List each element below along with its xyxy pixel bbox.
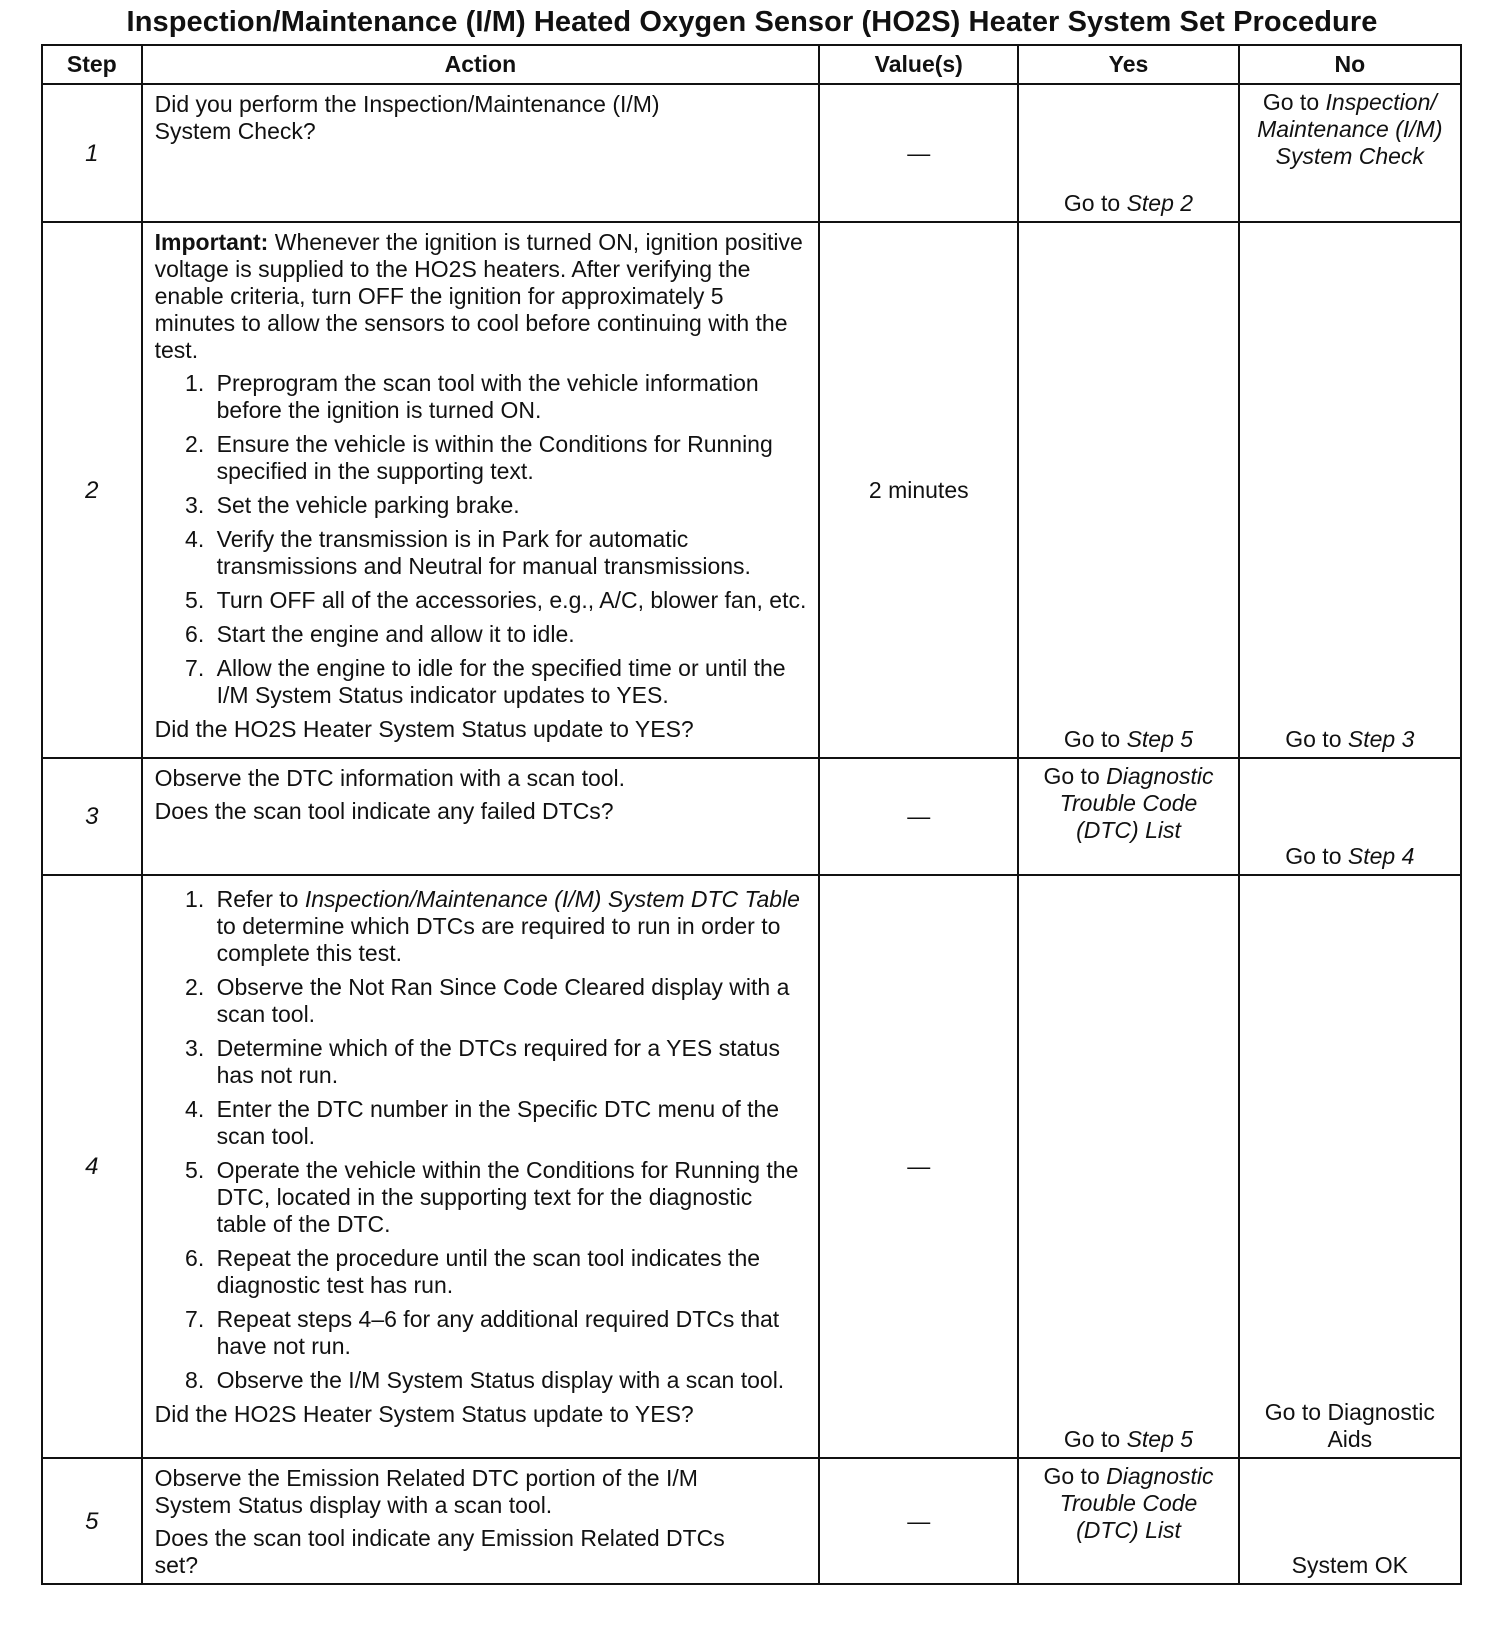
action-question: Did the HO2S Heater System Status update to YES? — [154, 1401, 694, 1427]
page-title: Inspection/Maintenance (I/M) Heated Oxygen Sensor (HO2S) Heater System Set Procedure — [126, 6, 1378, 38]
yes-link-step-5[interactable]: Step 5 — [1126, 726, 1194, 752]
header-yes: Yes — [1018, 45, 1238, 84]
important-note — [155, 229, 809, 364]
step-number: 1 — [42, 84, 142, 222]
no-cell — [1239, 222, 1461, 758]
list-item: 7. Allow the engine to idle for the specified time or until the I/M System Status indicator updates to YES. — [211, 655, 809, 709]
table-row — [42, 1458, 1461, 1584]
yes-prefix: Go to — [1043, 1463, 1107, 1489]
header-values: Value(s) — [819, 45, 1018, 84]
list-item: 3. Determine which of the DTCs required for a YES status has not run. — [211, 1035, 809, 1089]
list-item — [211, 886, 809, 967]
table-row — [42, 758, 1461, 875]
item-suffix: to determine which DTCs are required to run in order to complete this test. — [216, 913, 781, 966]
table-row — [42, 222, 1461, 758]
list-item: 5. Operate the vehicle within the Conditions for Running the DTC, located in the supporting text for the diagnostic table of the DTC. — [211, 1157, 809, 1238]
no-prefix: Go to — [1285, 843, 1348, 869]
list-item: 6. Start the engine and allow it to idle. — [211, 621, 809, 648]
header-no: No — [1239, 45, 1461, 84]
yes-cell — [1018, 222, 1238, 758]
important-text: Whenever the ignition is turned ON, ignition positive voltage is supplied to the HO2S heaters. After verifying the enable criteria, turn OFF the ignition for approximately 5 minutes to allow the sensors to cool before continuing with the test. — [154, 229, 803, 363]
header-step: Step — [42, 45, 142, 84]
yes-prefix: Go to — [1063, 190, 1127, 216]
list-item: 7. Repeat steps 4–6 for any additional required DTCs that have not run. — [211, 1306, 809, 1360]
yes-link-dtc-list[interactable]: Diagnostic Trouble Code (DTC) List — [1059, 763, 1214, 843]
yes-link-dtc-list[interactable]: Diagnostic Trouble Code (DTC) List — [1059, 1463, 1214, 1543]
item-prefix: Refer to — [216, 886, 305, 912]
no-cell — [1239, 758, 1461, 875]
action-cell — [142, 222, 820, 758]
no-cell — [1239, 875, 1461, 1458]
yes-prefix: Go to — [1063, 1426, 1127, 1452]
value-cell: — — [819, 758, 1018, 875]
value-cell: 2 minutes — [819, 222, 1018, 758]
yes-prefix: Go to — [1043, 763, 1107, 789]
action-question: Did you perform the Inspection/Maintenance (I/M) System Check? — [154, 91, 660, 144]
yes-prefix: Go to — [1063, 726, 1127, 752]
list-item: 3. Set the vehicle parking brake. — [211, 492, 809, 519]
action-cell — [142, 875, 820, 1458]
step-number: 2 — [42, 222, 142, 758]
action-cell — [142, 1458, 820, 1584]
table-row — [42, 875, 1461, 1458]
procedure-table — [41, 44, 1462, 1585]
no-prefix: Go to — [1285, 726, 1348, 752]
no-link-diagnostic-aids[interactable]: Go to Diagnostic Aids — [1264, 1399, 1435, 1452]
list-item: 4. Verify the transmission is in Park for automatic transmissions and Neutral for manual transmissions. — [211, 526, 809, 580]
header-action: Action — [142, 45, 820, 84]
value-cell: — — [819, 84, 1018, 222]
step-number: 5 — [42, 1458, 142, 1584]
list-item: 4. Enter the DTC number in the Specific DTC menu of the scan tool. — [211, 1096, 809, 1150]
list-item: 6. Repeat the procedure until the scan tool indicates the diagnostic test has run. — [211, 1245, 809, 1299]
yes-cell — [1018, 1458, 1238, 1584]
no-prefix: Go to — [1262, 89, 1326, 115]
instruction-list — [155, 886, 809, 1394]
yes-cell — [1018, 84, 1238, 222]
list-item: 1. Preprogram the scan tool with the vehicle information before the ignition is turned ON. — [211, 370, 809, 424]
yes-cell — [1018, 875, 1238, 1458]
dtc-table-link[interactable]: Inspection/Maintenance (I/M) System DTC Table — [304, 886, 800, 912]
step-number: 4 — [42, 875, 142, 1458]
table-row — [42, 84, 1461, 222]
list-item: 8. Observe the I/M System Status display with a scan tool. — [211, 1367, 809, 1394]
instruction-list — [155, 370, 809, 709]
system-ok-text: System OK — [1291, 1552, 1408, 1578]
no-cell — [1239, 84, 1461, 222]
no-link-step-4[interactable]: Step 4 — [1347, 843, 1415, 869]
no-cell — [1239, 1458, 1461, 1584]
value-cell: — — [819, 875, 1018, 1458]
list-item: 5. Turn OFF all of the accessories, e.g., A/C, blower fan, etc. — [211, 587, 809, 614]
step-number: 3 — [42, 758, 142, 875]
action-text: Observe the Emission Related DTC portion of the I/M System Status display with a scan tool. — [154, 1465, 698, 1518]
yes-link-step-5[interactable]: Step 5 — [1126, 1426, 1194, 1452]
value-cell: — — [819, 1458, 1018, 1584]
yes-cell — [1018, 758, 1238, 875]
action-question: Did the HO2S Heater System Status update to YES? — [154, 716, 694, 742]
action-question: Does the scan tool indicate any failed DTCs? — [154, 798, 614, 824]
no-link-im-system-check[interactable]: Inspection/ Maintenance (I/M) System Check — [1257, 89, 1443, 169]
action-cell — [142, 84, 820, 222]
action-question: Does the scan tool indicate any Emission Related DTCs set? — [154, 1525, 725, 1578]
list-item: 2. Ensure the vehicle is within the Conditions for Running specified in the supporting text. — [211, 431, 809, 485]
list-item: 2. Observe the Not Ran Since Code Cleared display with a scan tool. — [211, 974, 809, 1028]
table-header-row — [42, 45, 1461, 84]
important-label: Important: — [154, 229, 269, 255]
yes-link-step-2[interactable]: Step 2 — [1126, 190, 1194, 216]
no-link-step-3[interactable]: Step 3 — [1347, 726, 1415, 752]
action-cell — [142, 758, 820, 875]
action-text: Observe the DTC information with a scan tool. — [154, 765, 626, 791]
